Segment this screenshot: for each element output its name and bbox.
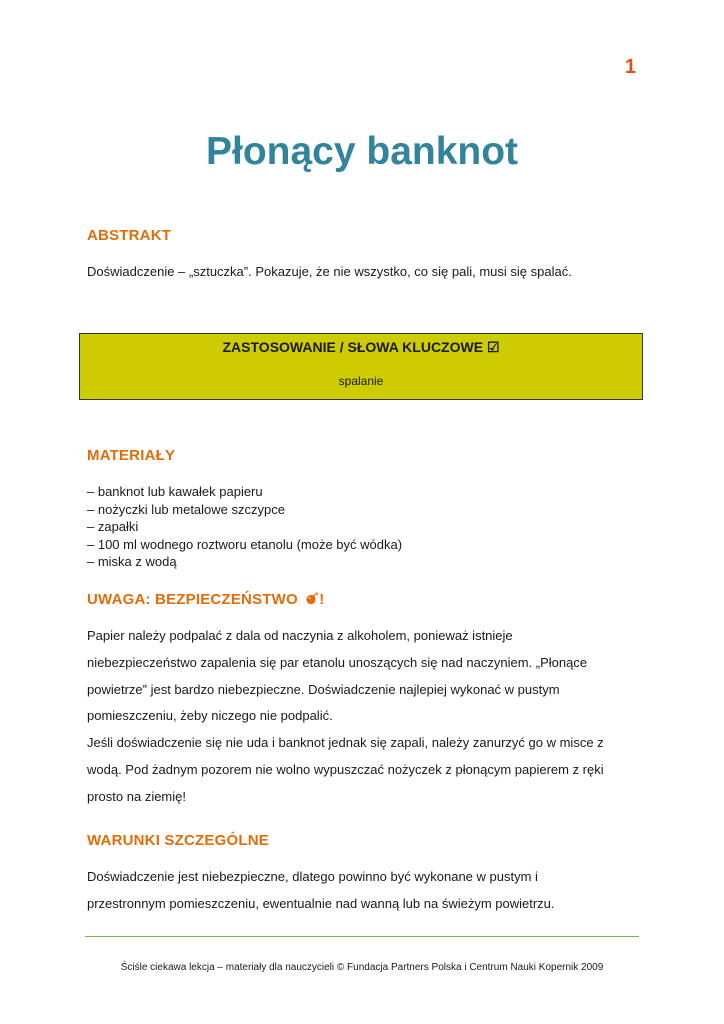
list-item: – nożyczki lub metalowe szczypce [87, 501, 285, 517]
text-line: Doświadczenie jest niebezpieczne, dlatego powinno być wykonane w pustym i [87, 869, 538, 884]
text-line: prosto na ziemię! [87, 788, 186, 804]
text-line: wodą. Pod żadnym pozorem nie wolno wypuszczać nożyczek z płonącym papierem z ręki [87, 761, 604, 777]
page-title: Płonący banknot [205, 130, 519, 173]
bomb-icon [305, 591, 319, 605]
footer-divider [85, 936, 639, 937]
abstract-heading: ABSTRAKT [87, 227, 172, 244]
keywords-value: spalanie [338, 374, 384, 388]
page-number: 1 [624, 56, 636, 78]
list-item: – banknot lub kawałek papieru [87, 484, 263, 499]
abstract-text: Doświadczenie – „sztuczka”. Pokazuje, że nie wszystko, co się pali, musi się spalać. [87, 264, 572, 279]
conditions-heading: WARUNKI SZCZEGÓLNE [87, 832, 269, 849]
list-item: – zapałki [87, 519, 139, 534]
list-item: – 100 ml wodnego roztworu etanolu (może być wódka) [87, 536, 403, 552]
keywords-heading: ZASTOSOWANIE / SŁOWA KLUCZOWE ☑ [222, 339, 500, 355]
materials-heading: MATERIAŁY [87, 447, 176, 464]
text-line: Papier należy podpalać z dala od naczynia z alkoholem, ponieważ istnieje [87, 628, 513, 643]
safety-heading-suffix: ! [319, 591, 325, 608]
safety-heading-text: UWAGA: BEZPIECZEŃSTWO [87, 591, 298, 608]
text-line: pomieszczeniu, żeby niczego nie podpalić. [87, 708, 333, 724]
text-line: przestronnym pomieszczeniu, ewentualnie nad wanną lub na świeżym powietrzu. [87, 895, 555, 911]
safety-heading [87, 591, 324, 608]
text-line: Jeśli doświadczenie się nie uda i banknot jednak się zapali, należy zanurzyć go w misce z [87, 735, 604, 751]
list-item: – miska z wodą [87, 554, 177, 569]
keywords-box [79, 333, 643, 400]
safety-text [87, 623, 647, 811]
materials-list [87, 483, 402, 571]
text-line: niebezpieczeństwo zapalenia się par etanolu unoszących się nad naczyniem. „Płonące [87, 654, 588, 670]
conditions-text [87, 864, 647, 918]
text-line: powietrze” jest bardzo niebezpieczne. Doświadczenie najlepiej wykonać w pustym [87, 681, 560, 697]
footer-text: Ściśle ciekawa lekcja – materiały dla nauczycieli © Fundacja Partners Polska i Centrum Nauki Kopernik 2009 [120, 962, 604, 973]
